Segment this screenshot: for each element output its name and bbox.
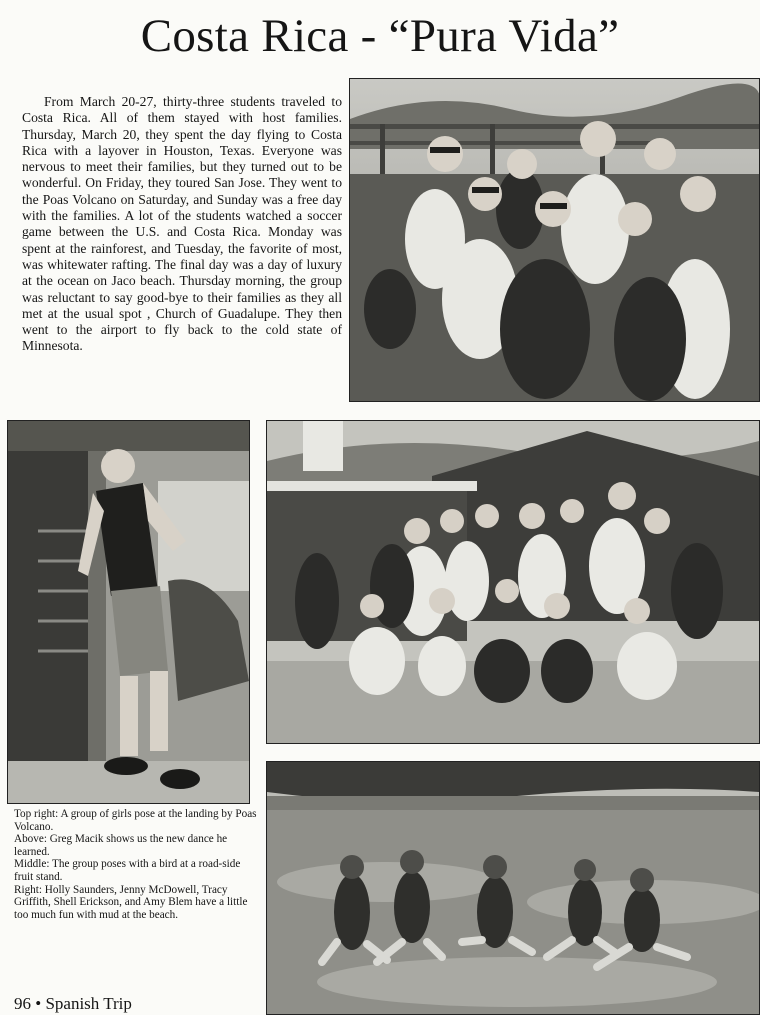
page-title: Costa Rica - “Pura Vida” [140, 10, 620, 62]
page-folio: 96 • Spanish Trip [14, 994, 132, 1013]
photo-volcano-group [349, 78, 760, 402]
photo-beach-mud [266, 761, 760, 1015]
caption-above: Above: Greg Macik shows us the new dance he learned. [14, 833, 228, 858]
caption-top-right: Top right: A group of girls pose at the landing by Poas Volcano. [14, 808, 257, 833]
photo-captions [14, 808, 259, 921]
caption-middle: Middle: The group poses with a bird at a road-side fruit stand. [14, 858, 241, 883]
photo-fruit-stand-group [266, 420, 760, 744]
photo-dance [7, 420, 250, 804]
caption-right: Right: Holly Saunders, Jenny McDowell, Tracy Griffith, Shell Erickson, and Amy Blem have a little too much fun with mud at the beach. [14, 883, 248, 921]
story-text: From March 20-27, thirty-three students traveled to Costa Rica. All of them stayed with host families. Thursday, March 20, they spent the day flying to Costa Rica with a layover in Houston, Texas. Everyone was nervous to meet their families, but they turned out to be wonderful. On Friday, they toured San Jose. They went to the Poas Volcano on Saturday, and Sunday was a free day with the families. A lot of the students watched a soccer game between the U.S. and Costa Rica. Monday was spent at the rainforest, and Tuesday, the favorite of most, was whitewater rafting. The final day was a day of luxury at the ocean on Jaco beach. Thursday morning, the group was reluctant to say good-bye to their families as they all met at the usual spot , Church of Guadalupe. They then went to the airport to fly back to the cold state of Minnesota. [22, 94, 342, 354]
